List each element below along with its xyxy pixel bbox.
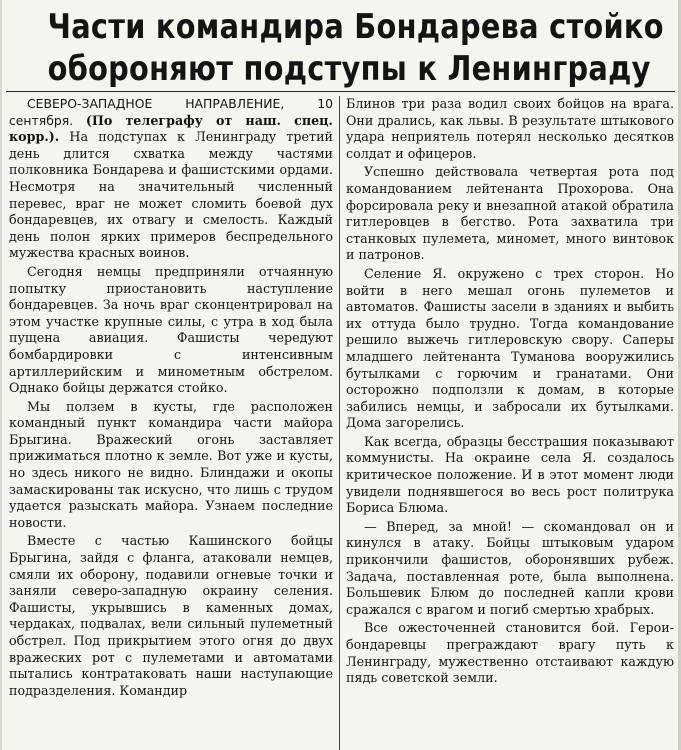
article-headline	[47, 6, 664, 90]
page-edge-shadow-left	[0, 0, 2, 750]
paragraph: Селение Я. окружено с трех сторон. Но войти в него мешал огонь пулеметов и автоматов. Фашисты засели в зданиях и выбить их оттуда было трудно. Тогда командование решило выжечь гитлеровскую свору. Саперы младшего лейтенанта Туманова вооружились бутылками с горючим и гранатами. Они осторожно подползли к домам, в которые забились немцы, и забросали их бутылками. Дома загорелись.	[346, 265, 674, 431]
paragraph: Как всегда, образцы бесстрашия показывают коммунисты. На окраине села Я. создалось критическое положение. И в этот момент люди увидели поднявшегося во весь рост политрука Бориса Блюма.	[346, 433, 674, 516]
headline-line-2: обороняют подступы к Ленинграду	[47, 49, 651, 88]
article-column-right	[346, 96, 674, 750]
paragraph: Сегодня немцы предприняли отчаянную попытку приостановить наступление бондаревцев. За ночь враг сконцентрировал на этом участке крупные силы, с утра в ход была пущена авиация. Фашисты чередуют бомбардировки с интенсивным артиллерийским и минометным обстрелом. Однако бойцы держатся стойко.	[9, 263, 333, 396]
paragraph-continued: Блинов три раза водил своих бойцов на врага. Они дрались, как львы. В результате штыкового удара неприятель потерял несколько десятков солдат и офицеров.	[346, 96, 674, 161]
dateline: СЕВЕРО-ЗАПАДНОЕ НАПРАВЛЕНИЕ, 10 сентября.	[9, 96, 333, 128]
byline: (По телеграфу от наш. спец. корр.).	[9, 112, 333, 145]
paragraph: Мы ползем в кусты, где расположен командный пункт командира части майора Брыгина. Вражеский огонь заставляет прижиматься плотно к земле. Вот уже и кусты, но здесь никого не видно. Блиндажи и окопы замаскированы так искусно, что лишь с трудом удается разыскать майора. Узнаем последние новости.	[9, 398, 333, 530]
lead-paragraph	[9, 96, 333, 262]
article-column-left	[9, 96, 333, 750]
paragraph: Вместе с частью Кашинского бойцы Брыгина, зайдя с фланга, атаковали немцев, смяли их оборону, подавили огневые точки и заняли северо-западную окраину селения. Фашисты, укрывшись в каменных домах, чердаках, подвалах, вели сильный пулеметный обстрел. Под прикрытием этого огня до двух вражеских рот с пулеметами и автоматами пытались контратаковать наши наступающие подразделения. Командир	[9, 533, 333, 698]
paragraph-text: На подступах к Ленинграду третий день длится схватка между частями полковника Бондарева и фашистскими ордами. Несмотря на значительный численный перевес, враг не может сломить боевой дух бондаревцев, их отвагу и смелость. Каждый день полон ярких примеров беспредельного мужества красных воинов.	[9, 129, 333, 261]
paragraph: Все ожесточенней становится бой. Герои-бондаревцы преграждают врагу путь к Ленинграду, мужественно отстаивают каждую пядь советской земли.	[346, 620, 674, 686]
headline-rule	[6, 91, 675, 92]
column-divider	[339, 96, 340, 750]
paragraph: — Вперед, за мной! — скомандовал он и кинулся в атаку. Бойцы штыковым ударом прикончили фашистов, оборонявших рубеж. Задача, поставленная роте, была выполнена. Большевик Блюм до последней капли крови сражался с врагом и погиб смертью храбрых.	[346, 518, 674, 617]
headline-line-1: Части командира Бондарева стойко	[47, 7, 664, 46]
paragraph: Успешно действовала четвертая рота под командованием лейтенанта Прохорова. Она форсировала реку и внезапной атакой обратила гитлеровцев в бегство. Рота захватила три станковых пулемета, миномет, много винтовок и патронов.	[346, 164, 674, 263]
